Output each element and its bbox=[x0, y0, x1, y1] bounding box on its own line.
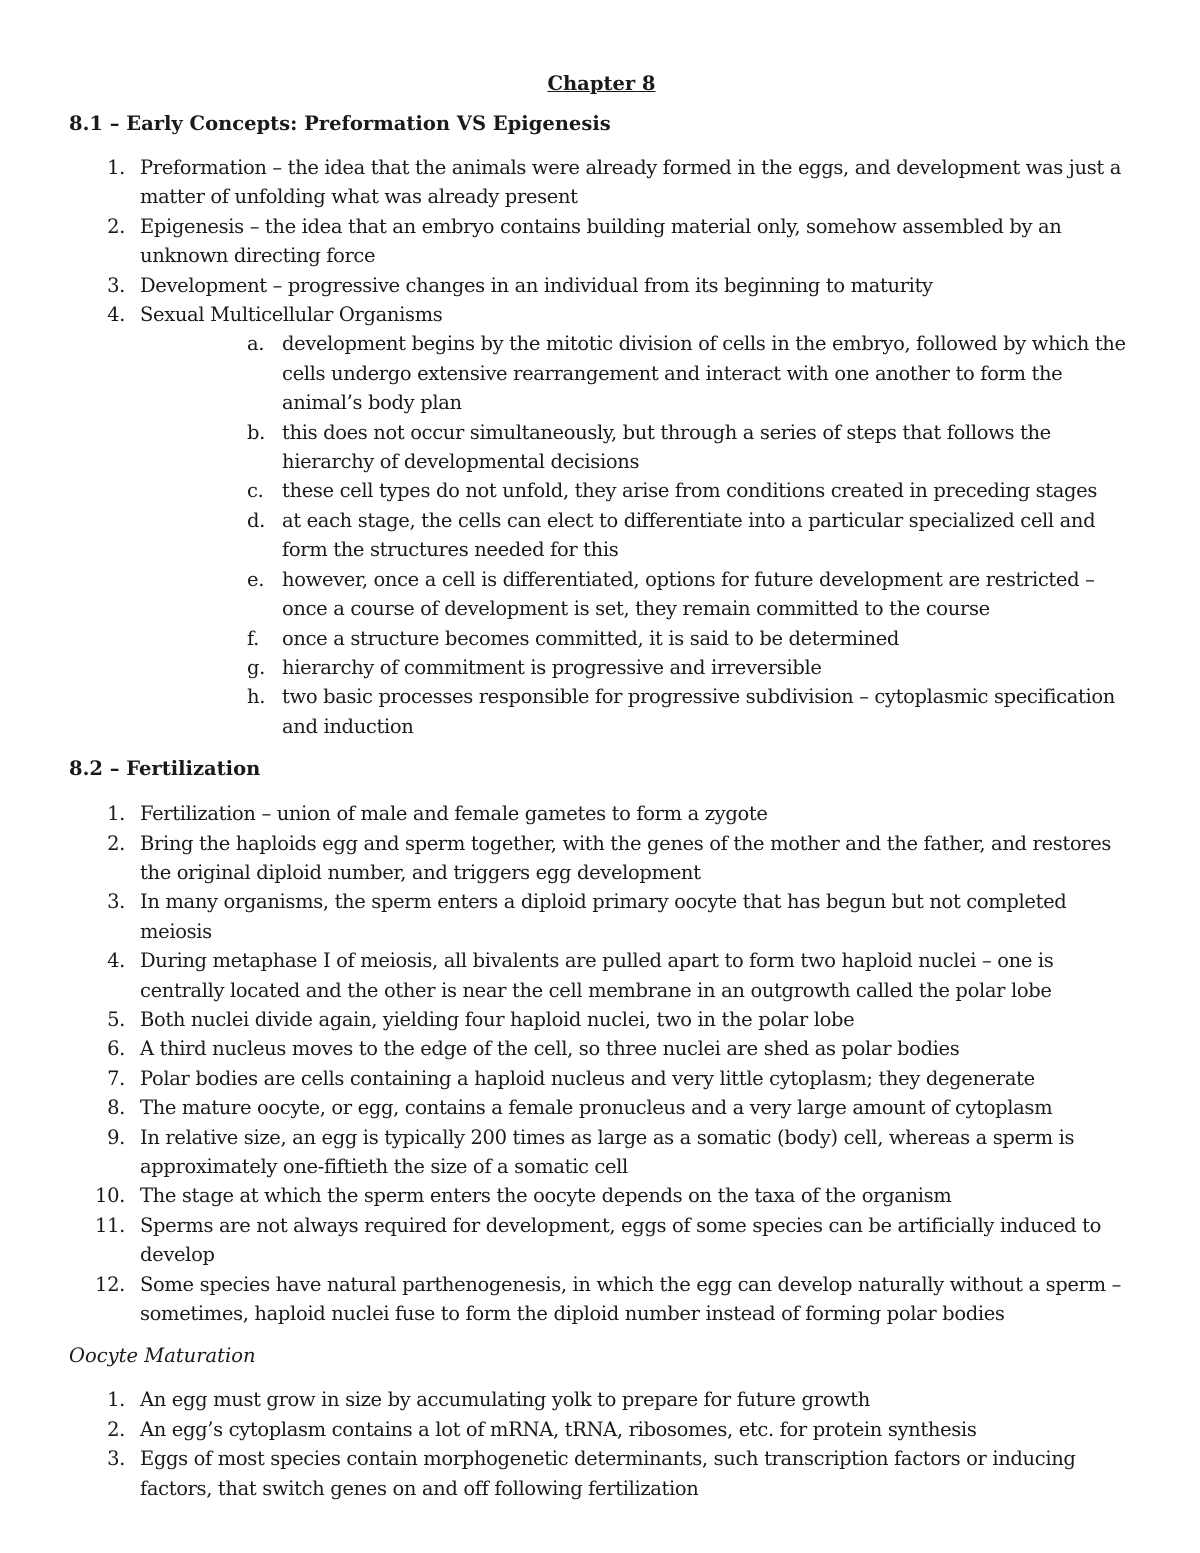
list-item bbox=[69, 1385, 1134, 1414]
section-8-2-list bbox=[69, 799, 1134, 1328]
list-item-number: 5. bbox=[107, 1007, 125, 1031]
list-item bbox=[69, 946, 1134, 1005]
list-item-text: An egg must grow in size by accumulating yolk to prepare for future growth bbox=[140, 1388, 871, 1412]
list-item-number: 3. bbox=[107, 273, 125, 297]
list-item-text: An egg’s cytoplasm contains a lot of mRNA, tRNA, ribosomes, etc. for protein synthesis bbox=[140, 1417, 977, 1441]
list-item-text: Some species have natural parthenogenesis, in which the egg can develop naturally without a sperm – sometimes, haploid nuclei fuse to form the diploid number instead of forming polar bodies bbox=[140, 1272, 1121, 1326]
list-item bbox=[69, 153, 1134, 212]
list-item bbox=[69, 271, 1134, 300]
list-item-number: 9. bbox=[107, 1125, 125, 1149]
sub-list-item-text: however, once a cell is differentiated, options for future development are restricted – once a course of development is set, they remain committed to the course bbox=[282, 567, 1095, 621]
sub-list bbox=[140, 329, 1134, 741]
list-item-text: The mature oocyte, or egg, contains a female pronucleus and a very large amount of cytoplasm bbox=[140, 1096, 1053, 1120]
list-item bbox=[69, 799, 1134, 828]
list-item-text: Development – progressive changes in an individual from its beginning to maturity bbox=[140, 273, 933, 297]
list-item-number: 11. bbox=[95, 1213, 125, 1237]
list-item-number: 7. bbox=[107, 1066, 125, 1090]
list-item-number: 12. bbox=[95, 1272, 125, 1296]
sub-list-item-letter: f. bbox=[247, 626, 260, 650]
list-item-number: 1. bbox=[107, 156, 125, 179]
list-item bbox=[69, 829, 1134, 888]
list-item-text: In many organisms, the sperm enters a diploid primary oocyte that has begun but not completed meiosis bbox=[140, 890, 1067, 943]
list-item bbox=[69, 1211, 1134, 1270]
sub-list-item bbox=[211, 653, 1134, 682]
sub-list-item-letter: g. bbox=[247, 655, 265, 679]
list-item-number: 2. bbox=[107, 214, 125, 238]
list-item-text: Sperms are not always required for development, eggs of some species can be artificially induced to develop bbox=[140, 1213, 1101, 1267]
sub-list-item-text: these cell types do not unfold, they arise from conditions created in preceding stages bbox=[282, 479, 1098, 503]
sub-list-item-letter: h. bbox=[247, 685, 266, 709]
sub-list-item bbox=[211, 682, 1134, 741]
list-item-number: 8. bbox=[107, 1096, 125, 1120]
list-item bbox=[69, 1270, 1134, 1329]
list-item-number: 1. bbox=[107, 1388, 125, 1412]
list-item bbox=[69, 1034, 1134, 1063]
sub-list-item-text: once a structure becomes committed, it is said to be determined bbox=[282, 626, 900, 650]
sub-list-item bbox=[211, 329, 1134, 417]
list-item bbox=[69, 1181, 1134, 1210]
section-heading-8-2: 8.2 – Fertilization bbox=[69, 757, 261, 781]
list-item-text: In relative size, an egg is typically 200 times as large as a somatic (body) cell, whereas a sperm is approximately one-fiftieth the size of a somatic cell bbox=[140, 1125, 1075, 1178]
list-item bbox=[69, 300, 1134, 741]
list-item bbox=[69, 1415, 1134, 1444]
list-item-number: 4. bbox=[107, 949, 125, 973]
sub-list-item-text: at each stage, the cells can elect to differentiate into a particular specialized cell and form the structures needed for this bbox=[282, 508, 1096, 562]
list-item bbox=[69, 1444, 1134, 1503]
list-item-number: 10. bbox=[95, 1184, 125, 1208]
list-item-text: A third nucleus moves to the edge of the cell, so three nuclei are shed as polar bodies bbox=[140, 1037, 960, 1061]
list-item-text: The stage at which the sperm enters the oocyte depends on the taxa of the organism bbox=[140, 1184, 952, 1208]
sub-list-item-text: this does not occur simultaneously, but through a series of steps that follows the hierarchy of developmental decisions bbox=[282, 420, 1051, 474]
list-item-number: 2. bbox=[107, 1417, 125, 1441]
sub-list-item bbox=[211, 624, 1134, 653]
sub-list-item-letter: e. bbox=[247, 567, 265, 591]
list-item-text: Polar bodies are cells containing a haploid nucleus and very little cytoplasm; they degenerate bbox=[140, 1066, 1035, 1090]
document-page bbox=[69, 70, 1134, 1503]
list-item-number: 3. bbox=[107, 1447, 125, 1471]
list-item-text: Eggs of most species contain morphogenetic determinants, such transcription factors or inducing factors, that switch genes on and off following fertilization bbox=[140, 1447, 1076, 1500]
list-item-number: 3. bbox=[107, 890, 125, 914]
list-item-text: During metaphase I of meiosis, all bivalents are pulled apart to form two haploid nuclei – one is centrally located and the other is near the cell membrane in an outgrowth called the polar lobe bbox=[140, 949, 1054, 1002]
list-item bbox=[69, 1123, 1134, 1182]
list-item bbox=[69, 1093, 1134, 1122]
list-item-text: Bring the haploids egg and sperm together, with the genes of the mother and the father, and restores the original diploid number, and triggers egg development bbox=[140, 831, 1112, 884]
list-item-text: Both nuclei divide again, yielding four haploid nuclei, two in the polar lobe bbox=[140, 1007, 855, 1031]
list-item-number: 6. bbox=[107, 1037, 125, 1061]
oocyte-maturation-list bbox=[69, 1385, 1134, 1503]
list-item-number: 4. bbox=[107, 303, 125, 327]
list-item bbox=[69, 887, 1134, 946]
sub-list-item-text: hierarchy of commitment is progressive and irreversible bbox=[282, 655, 822, 679]
sub-list-item-letter: c. bbox=[247, 479, 264, 503]
list-item-text: Epigenesis – the idea that an embryo contains building material only, somehow assembled by an unknown directing force bbox=[140, 214, 1062, 268]
sub-list-item-text: development begins by the mitotic division of cells in the embryo, followed by which the cells undergo extensive rearrangement and interact with one another to form the animal’s body plan bbox=[282, 332, 1126, 415]
list-item-text: Fertilization – union of male and female gametes to form a zygote bbox=[140, 802, 768, 826]
sub-list-item-letter: d. bbox=[247, 508, 265, 532]
list-item-text: Sexual Multicellular Organisms bbox=[140, 303, 443, 327]
sub-list-item bbox=[211, 565, 1134, 624]
chapter-title: Chapter 8 bbox=[547, 72, 656, 95]
section-8-1-list bbox=[69, 153, 1134, 741]
list-item bbox=[69, 212, 1134, 271]
subheading-oocyte-maturation: Oocyte Maturation bbox=[69, 1344, 256, 1368]
list-item bbox=[69, 1064, 1134, 1093]
sub-list-item bbox=[211, 506, 1134, 565]
sub-list-item bbox=[211, 418, 1134, 477]
sub-list-item bbox=[211, 476, 1134, 505]
sub-list-item-text: two basic processes responsible for progressive subdivision – cytoplasmic specification and induction bbox=[282, 685, 1115, 738]
section-heading-8-1: 8.1 – Early Concepts: Preformation VS Epigenesis bbox=[69, 112, 611, 135]
sub-list-item-letter: a. bbox=[247, 332, 265, 356]
list-item-text: Preformation – the idea that the animals were already formed in the eggs, and development was just a matter of unfolding what was already present bbox=[140, 156, 1121, 209]
list-item-number: 2. bbox=[107, 831, 125, 855]
list-item bbox=[69, 1005, 1134, 1034]
list-item-number: 1. bbox=[107, 802, 125, 826]
sub-list-item-letter: b. bbox=[247, 420, 265, 444]
